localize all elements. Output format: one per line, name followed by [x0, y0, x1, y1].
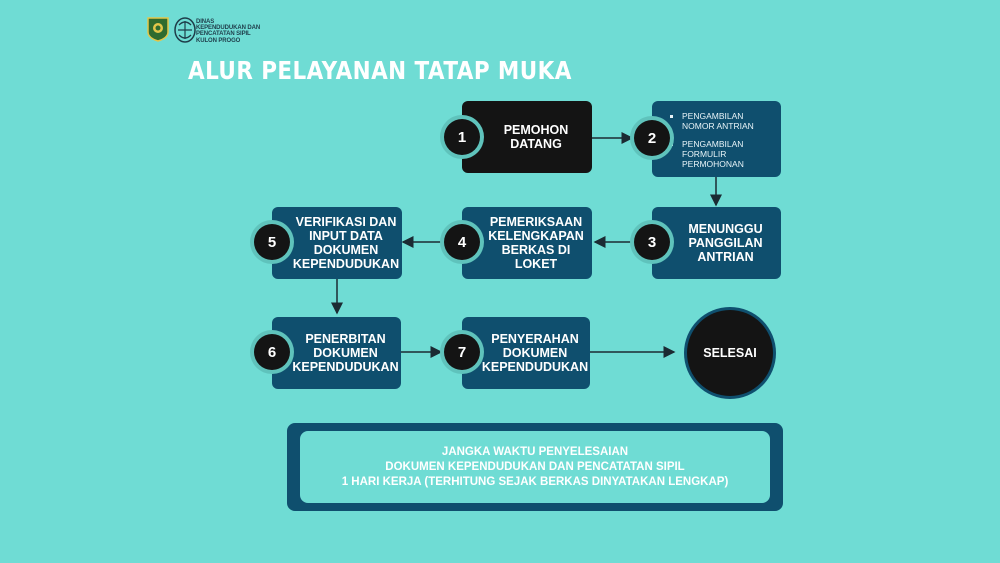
- page-title: ALUR PELAYANAN TATAP MUKA: [188, 56, 572, 85]
- step-2-bullet: ▪ PENGAMBILAN NOMOR ANTRIAN: [682, 111, 773, 131]
- info-line-2: DOKUMEN KEPENDUDUKAN DAN PENCATATAN SIPIL: [385, 460, 685, 473]
- info-line-3: 1 HARI KERJA (TERHITUNG SEJAK BERKAS DINYATAKAN LENGKAP): [341, 475, 729, 488]
- step-2-box: [652, 101, 781, 177]
- info-panel-inner: [300, 431, 770, 503]
- step-3-box: [652, 207, 781, 279]
- step-7-badge: 7: [444, 334, 480, 370]
- step-5-label: VERIFIKASI DAN INPUT DATA DOKUMEN KEPENDUDUKAN: [292, 215, 400, 271]
- step-1-badge: 1: [444, 119, 480, 155]
- agency-line: PENCATATAN SIPIL: [196, 31, 251, 38]
- step-3-badge: 3: [634, 224, 670, 260]
- step-4-label: PEMERIKSAAN KELENGKAPAN BERKAS DI LOKET: [488, 215, 584, 271]
- info-line-1: JANGKA WAKTU PENYELESAIAN: [441, 445, 629, 458]
- step-7-label: PENYERAHAN DOKUMEN KEPENDUDUKAN: [481, 332, 589, 374]
- step-4-badge: 4: [444, 224, 480, 260]
- agency-line: KULON PROGO: [196, 37, 241, 44]
- end-circle: SELESAI: [687, 310, 773, 396]
- agency-line: KEPENDUDUKAN DAN: [196, 25, 261, 32]
- agency-line: DINAS: [196, 19, 215, 25]
- step-3-label: MENUNGGU PANGGILAN ANTRIAN: [688, 222, 763, 264]
- step-1-label: PEMOHON DATANG: [503, 123, 569, 151]
- step-7-box: [462, 317, 590, 389]
- step-2-bullet: ▪ PENGAMBILAN FORMULIR PERMOHONAN: [682, 139, 773, 169]
- step-6-box: [272, 317, 401, 389]
- step-6-label: PENERBITAN DOKUMEN KEPENDUDUKAN: [292, 332, 399, 374]
- step-2-badge: 2: [634, 120, 670, 156]
- step-4-box: [462, 207, 592, 279]
- step-2-bullets: [652, 101, 781, 177]
- step-6-badge: 6: [254, 334, 290, 370]
- info-panel: [287, 423, 783, 511]
- step-5-badge: 5: [254, 224, 290, 260]
- step-5-box: [272, 207, 402, 279]
- step-1-box: [462, 101, 592, 173]
